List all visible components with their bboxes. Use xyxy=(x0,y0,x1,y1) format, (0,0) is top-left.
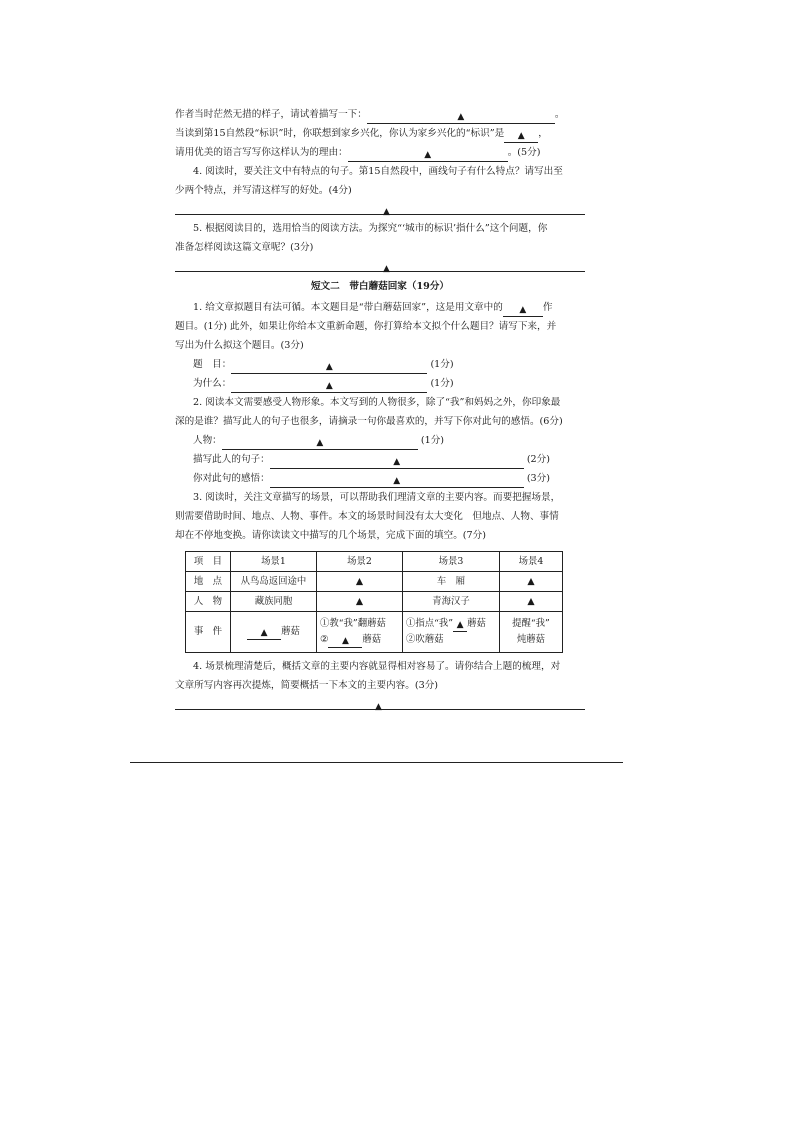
question-4-line2: 少两个特点，并写清这样写的好处。(4分) xyxy=(175,185,352,196)
scene-table xyxy=(185,551,563,653)
triangle-marker-icon: ▲ xyxy=(383,264,390,274)
s2-question-2-line1: 2. 阅读本文需要感受人物形象。本文写到的人物很多，除了“我”和妈妈之外，你印象最 xyxy=(193,397,561,408)
triangle-marker-icon: ▲ xyxy=(260,628,268,638)
triangle-marker-icon: ▲ xyxy=(325,362,333,372)
sentence-answer-blank[interactable] xyxy=(270,455,524,469)
header-cell: 场景2 xyxy=(317,552,403,572)
answer-cell[interactable]: ▲ xyxy=(317,592,403,612)
s2-question-1-line3: 写出为什么拟这个题目。(3分) xyxy=(175,340,304,351)
triangle-marker-icon: ▲ xyxy=(517,131,525,141)
answer-blank[interactable] xyxy=(367,110,555,124)
section-title: 短文二 带白蘑菇回家（19分） xyxy=(310,281,450,292)
header-cell: 场景3 xyxy=(403,552,500,572)
question-5-line1: 5. 根据阅读目的，选用恰当的阅读方法。为探究“‘城市的标识’指什么”这个问题，你 xyxy=(193,223,548,234)
triangle-marker-icon: ▲ xyxy=(383,207,390,217)
answer-blank[interactable] xyxy=(247,626,281,640)
s2-question-4-line1: 4. 场景梳理清楚后，概括文章的主要内容就显得相对容易了。请你结合上题的梳理，对 xyxy=(193,661,561,672)
q3-describe-text: 作者当时茫然无措的样子，请试着描写一下： xyxy=(175,109,367,120)
table-row-event: 事 件 ▲ 蘑菇 ①教“我”翻蘑菇 ② ▲ 蘑菇 ①指点“我” ▲ 蘑菇 ②吹蘑菇 提醒“我” 炖蘑菇 xyxy=(186,612,563,653)
scene-table-header xyxy=(186,552,563,572)
s2-question-2-line2: 深的是谁？描写此人的句子也很多，请摘录一句你最喜欢的，并写下你对此句的感悟。(6分) xyxy=(175,416,563,427)
s2-q1-title-line: 题 目： ▲ (1分) xyxy=(193,359,454,372)
header-cell: 场景4 xyxy=(500,552,563,572)
s2-question-3-line3: 却在不停地变换。请你读读文中描写的几个场景，完成下面的填空。(7分) xyxy=(175,530,486,541)
answer-cell[interactable]: ▲ xyxy=(500,572,563,592)
person-answer-blank[interactable] xyxy=(222,436,418,450)
s2-q2-person-line: 人物： ▲ (1分) xyxy=(193,435,445,448)
q3-reason-line: 请用优美的语言写写你这样认为的理由： ▲ 。(5分) xyxy=(175,147,541,160)
table-row-place: 地 点 从鸟岛返回途中 ▲ 车 厢 ▲ xyxy=(186,572,563,592)
triangle-marker-icon: ▲ xyxy=(457,112,465,122)
triangle-marker-icon: ▲ xyxy=(456,620,464,630)
header-cell: 项 目 xyxy=(186,552,231,572)
answer-blank[interactable] xyxy=(503,303,543,317)
question-5-line2: 准备怎样阅读这篇文章呢？(3分) xyxy=(175,242,314,253)
question-4-line1: 4. 阅读时，要关注文中有特点的句子。第15自然段中，画线句子有什么特点？请写出至 xyxy=(193,166,563,177)
s2-question-3-line2: 则需要借助时间、地点、人物、事件。本文的场景时间没有太大变化 但地点、人物、事情 xyxy=(175,511,559,522)
s2-q1-why-line: 为什么： ▲ (1分) xyxy=(193,378,454,391)
answer-line[interactable] xyxy=(175,257,585,276)
answer-line[interactable] xyxy=(175,200,585,219)
answer-cell[interactable]: ▲ xyxy=(500,592,563,612)
answer-blank[interactable] xyxy=(348,148,508,162)
s2-question-4-line2: 文章所写内容再次提炼，简要概括一下本文的主要内容。(3分) xyxy=(175,680,439,691)
s2-q2-sentence-line: 描写此人的句子： ▲ (2分) xyxy=(193,454,550,467)
s2-question-1-line2: 题目。(1分) 此外，如果让你给本文重新命题，你打算给本文拟个什么题目？请写下来，并 xyxy=(175,321,557,332)
q3-symbol-line: 当读到第15自然段“标识”时，你联想到家乡兴化，你认为家乡兴化的“标识”是 ▲ ， xyxy=(175,128,548,141)
s2-question-1-line1: 1. 给文章拟题目有法可循。本文题目是“带白蘑菇回家”，这是用文章中的 ▲ 作 xyxy=(193,302,553,315)
answer-cell[interactable]: ▲ xyxy=(317,572,403,592)
answer-blank[interactable] xyxy=(504,129,538,143)
page-divider xyxy=(130,762,623,763)
s2-q2-feeling-line: 你对此句的感悟： ▲ (3分) xyxy=(193,473,550,486)
exam-page xyxy=(175,105,585,714)
triangle-marker-icon: ▲ xyxy=(393,457,401,467)
triangle-marker-icon: ▲ xyxy=(325,381,333,391)
feeling-answer-blank[interactable] xyxy=(270,474,524,488)
s2-question-3-line1: 3. 阅读时，关注文章描写的场景，可以帮助我们理清文章的主要内容。而要把握场景， xyxy=(193,492,561,503)
answer-line[interactable] xyxy=(175,695,585,714)
title-answer-blank[interactable] xyxy=(231,360,427,374)
table-row-people: 人 物 藏族同胞 ▲ 青海汉子 ▲ xyxy=(186,592,563,612)
q3-describe-line: 作者当时茫然无措的样子，请试着描写一下： ▲ 。 xyxy=(175,109,565,122)
answer-blank[interactable] xyxy=(453,618,467,632)
triangle-marker-icon: ▲ xyxy=(519,305,527,315)
why-answer-blank[interactable] xyxy=(231,379,427,393)
triangle-marker-icon: ▲ xyxy=(375,702,382,712)
header-cell: 场景1 xyxy=(231,552,317,572)
triangle-marker-icon: ▲ xyxy=(393,476,401,486)
answer-blank[interactable] xyxy=(328,634,362,648)
triangle-marker-icon: ▲ xyxy=(316,438,324,448)
triangle-marker-icon: ▲ xyxy=(341,636,349,646)
triangle-marker-icon: ▲ xyxy=(424,150,432,160)
